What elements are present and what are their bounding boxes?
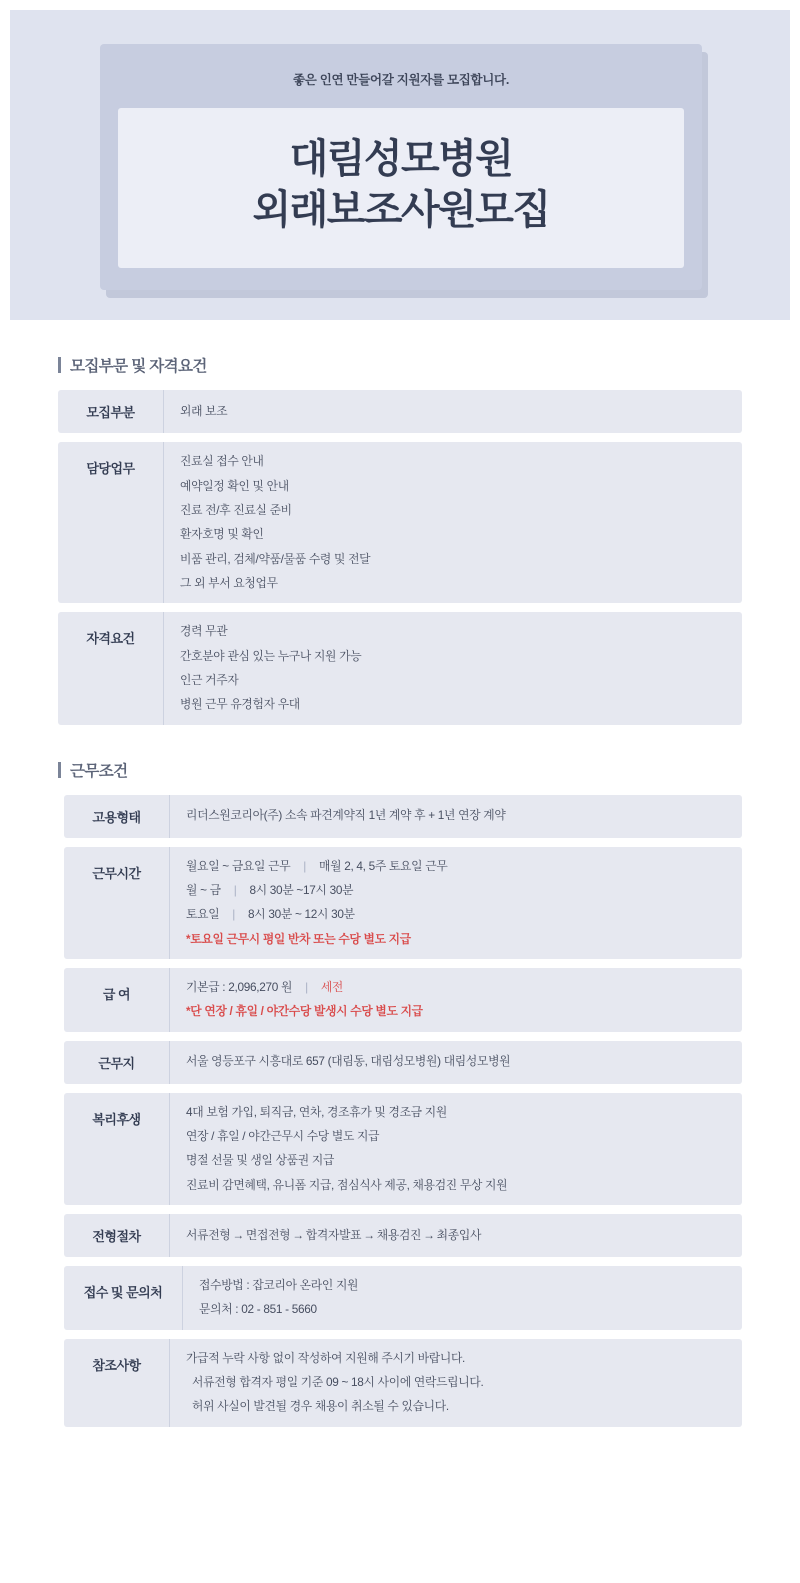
row-label: 접수 및 문의처 <box>83 1284 163 1300</box>
row-line: 진료실 접수 안내 <box>180 454 264 469</box>
row-line: 그 외 부서 요청업무 <box>180 576 278 591</box>
table-row <box>58 612 742 724</box>
table-row <box>64 968 742 1032</box>
row-line: 문의처 : 02 - 851 - 5660 <box>199 1302 317 1317</box>
row-line: 환자호명 및 확인 <box>180 527 264 542</box>
hero-title-line-2: 외래보조사원모집 <box>252 188 550 233</box>
row-label: 근무지 <box>98 1055 135 1071</box>
row-label: 급 여 <box>102 986 131 1002</box>
section-bar-icon <box>58 762 61 778</box>
row-line: 4대 보험 가입, 퇴직금, 연차, 경조휴가 및 경조금 지원 <box>186 1104 447 1119</box>
section-title-text: 근무조건 <box>70 762 128 780</box>
table-row <box>58 442 742 603</box>
row-line: 간호분야 관심 있는 누구나 지원 가능 <box>180 648 362 663</box>
row-line-note: *토요일 근무시 평일 반차 또는 수당 별도 지급 <box>186 931 411 946</box>
table-row <box>64 1041 742 1084</box>
table-row <box>64 1093 742 1205</box>
row-label: 자격요건 <box>86 631 135 647</box>
row-line: 서울 영등포구 시흥대로 657 (대림동, 대림성모병원) 대림성모병원 <box>186 1054 511 1069</box>
hero-subtitle: 좋은 인연 만들어갈 지원자를 모집합니다. <box>292 73 510 87</box>
row-line: 접수방법 : 잡코리아 온라인 지원 <box>199 1277 359 1292</box>
row-line: 외래 보조 <box>180 404 228 419</box>
row-line: 인근 거주자 <box>180 673 239 687</box>
row-body <box>169 1041 742 1084</box>
row-line: 연장 / 휴일 / 야간근무시 수당 별도 지급 <box>186 1128 380 1143</box>
row-line-note: *단 연장 / 휴일 / 야간수당 발생시 수당 별도 지급 <box>186 1004 423 1019</box>
row-line: 병원 근무 유경험자 우대 <box>180 697 300 712</box>
row-line: 기본급 : 2,096,270 원 | 세전 <box>186 979 344 994</box>
row-line: 허위 사실이 발견될 경우 채용이 취소될 수 있습니다. <box>192 1399 449 1414</box>
section-title-text: 모집부문 및 자격요건 <box>70 358 207 376</box>
hero-banner <box>10 10 790 320</box>
section-bar-icon <box>58 357 61 373</box>
table-row <box>64 1339 742 1427</box>
section-title-recruitment <box>58 354 742 376</box>
row-line: 비품 관리, 검체/약품/물품 수령 및 전달 <box>180 551 371 566</box>
row-line: 가급적 누락 사항 없이 작성하여 지원해 주시기 바랍니다. <box>186 1350 466 1365</box>
bottom-spacer <box>0 1436 800 1470</box>
row-line: 진료 전/후 진료실 준비 <box>180 503 292 518</box>
section-working-conditions <box>0 759 800 1427</box>
row-body <box>182 1266 742 1330</box>
table-row <box>64 1214 742 1257</box>
row-body <box>163 442 742 603</box>
row-label: 고용형태 <box>92 809 141 825</box>
row-body <box>169 1093 742 1205</box>
row-label: 참조사항 <box>92 1357 141 1373</box>
row-label: 담당업무 <box>86 461 135 477</box>
table-row <box>64 847 742 959</box>
row-line: 리더스원코리아(주) 소속 파견계약직 1년 계약 후 + 1년 연장 계약 <box>186 808 506 823</box>
row-line: 월요일 ~ 금요일 근무 | 매월 2, 4, 5주 토요일 근무 <box>186 858 448 873</box>
row-label: 모집부분 <box>86 405 135 421</box>
row-line: 서류전형 합격자 평일 기준 09 ~ 18시 사이에 연락드립니다. <box>192 1374 484 1389</box>
row-line: 경력 무관 <box>180 624 228 639</box>
row-body <box>169 795 742 838</box>
row-line: 토요일 | 8시 30분 ~ 12시 30분 <box>186 907 355 922</box>
hero-title-box <box>118 108 684 268</box>
row-line: 진료비 감면혜택, 유니폼 지급, 점심식사 제공, 채용검진 무상 지원 <box>186 1177 508 1192</box>
row-label: 전형절차 <box>92 1228 141 1244</box>
row-line: 명절 선물 및 생일 상품권 지급 <box>186 1153 335 1168</box>
row-line: 예약일정 확인 및 안내 <box>180 478 289 493</box>
row-body <box>169 968 742 1032</box>
row-body <box>169 1339 742 1427</box>
hero-card <box>100 44 702 290</box>
row-line: 서류전형 → 면접전형 → 합격자발표 → 채용검진 → 최종입사 <box>186 1227 482 1242</box>
table-row <box>64 1266 742 1330</box>
row-body <box>163 612 742 724</box>
row-body <box>169 847 742 959</box>
section-title-working-conditions <box>58 759 742 781</box>
row-body <box>163 390 742 433</box>
table-row <box>58 390 742 433</box>
table-row <box>64 795 742 838</box>
row-label: 복리후생 <box>92 1111 141 1127</box>
hero-title-line-1: 대림성모병원 <box>289 137 513 181</box>
row-line: 월 ~ 금 | 8시 30분 ~17시 30분 <box>186 882 354 897</box>
section-recruitment <box>0 354 800 724</box>
row-label: 근무시간 <box>92 865 141 881</box>
row-body <box>169 1214 742 1257</box>
